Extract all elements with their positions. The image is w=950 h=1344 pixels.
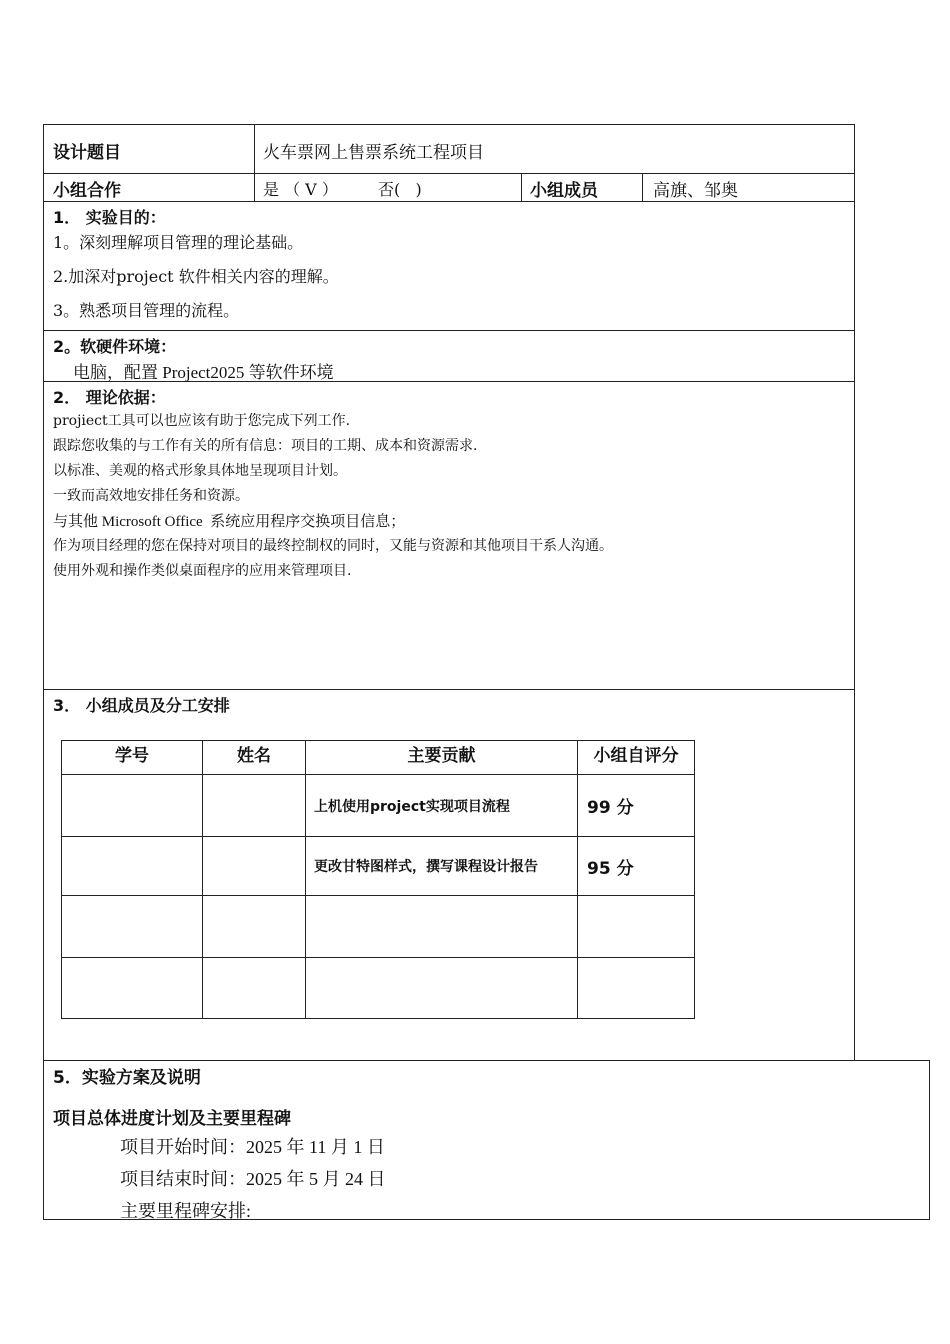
team-label: 小组合作 [53,181,121,201]
theory-line-7: 使用外观和操作类似桌面程序的应用来管理项目. [53,563,352,579]
row-divider-5 [43,689,855,690]
frame-left [43,124,44,1220]
table-row-2-contribution: 更改甘特图样式，撰写课程设计报告 [314,859,538,875]
topic-value: 火车票网上售票系统工程项目 [263,143,484,163]
theory-line-1: projiect工具可以也应该有助于您完成下列工作. [53,413,351,429]
tbl-v2 [305,740,306,1019]
team-yes: 是 （ V ） [263,180,338,199]
topic-label: 设计题目 [53,143,121,163]
tbl-h4 [61,957,695,958]
team-no: 否( ) [378,180,422,199]
milestones-label: 主要里程碑安排: [120,1201,252,1221]
vline-topic [254,124,255,202]
section5-top [43,1060,930,1061]
tbl-v1 [202,740,203,1019]
tbl-h3 [61,895,695,896]
tbl-v0 [61,740,62,1019]
theory-line-4: 一致而高效地安排任务和资源。 [53,488,249,504]
table-header-score: 小组自评分 [593,745,679,766]
theory-line-2: 跟踪您收集的与工作有关的所有信息：项目的工期、成本和资源需求. [53,438,478,454]
tbl-h5 [61,1018,695,1019]
members-label: 小组成员 [530,181,598,201]
frame-right [854,124,855,1061]
vline-team-2 [642,173,643,202]
section5-title: 5．实验方案及说明 [53,1068,201,1088]
project-end: 项目结束时间：2025 年 5 月 24 日 [120,1169,386,1189]
table-row-1-score: 99 分 [587,798,634,818]
section3-title: 3． 小组成员及分工安排 [53,696,230,715]
theory-line-6: 作为项目经理的您在保持对项目的最终控制权的同时，又能与资源和其他项目干系人沟通。 [53,538,613,554]
frame-top [43,124,855,125]
section2-content: 电脑，配置 Project2025 等软件环境 [73,363,334,382]
theory-title: 2． 理论依据： [53,388,166,407]
row-divider-3 [43,330,855,331]
table-header-contribution: 主要贡献 [407,745,476,766]
section1-item-1: 1。深刻理解项目管理的理论基础。 [53,233,304,252]
table-header-id: 学号 [115,745,149,766]
section5-subtitle: 项目总体进度计划及主要里程碑 [53,1109,291,1129]
project-start: 项目开始时间：2025 年 11 月 1 日 [120,1137,385,1157]
table-row-1-contribution: 上机使用project实现项目流程 [314,798,510,815]
section2-title: 2。软硬件环境： [53,337,177,356]
tbl-v3 [577,740,578,1019]
row-divider-1 [43,173,855,174]
section1-item-3: 3。熟悉项目管理的流程。 [53,301,240,320]
theory-line-5: 与其他 Microsoft Office 系统应用程序交换项目信息； [53,514,406,530]
vline-team-1 [521,173,522,202]
row-divider-2 [43,201,855,202]
section1-title: 1． 实验目的： [53,208,166,227]
tbl-v4 [694,740,695,1019]
section5-right [929,1060,930,1220]
theory-line-3: 以标准、美观的格式形象具体地呈现项目计划。 [53,463,347,479]
section1-item-2: 2.加深对project 软件相关内容的理解。 [53,267,339,286]
members-value: 高旗、邹奥 [653,181,738,201]
table-row-2-score: 95 分 [587,858,634,879]
table-header-name: 姓名 [237,745,271,766]
